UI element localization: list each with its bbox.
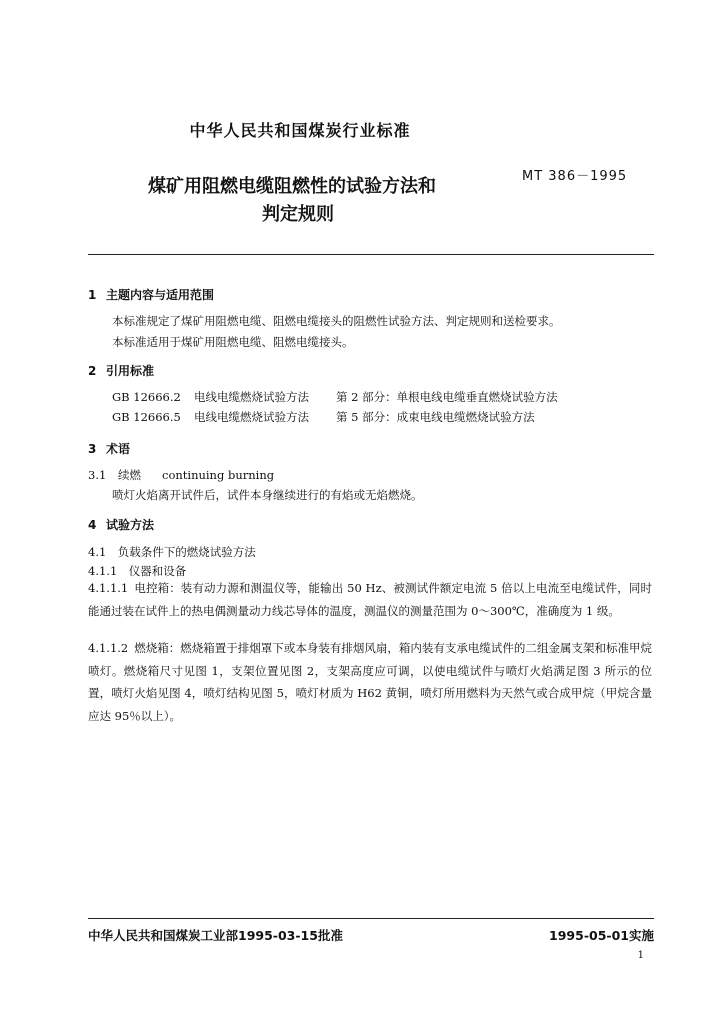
standard-title-line-2: 判定规则 [262,204,334,225]
section-title: 术语 [106,442,131,456]
subsection-4-1-1-heading: 4.1.1 仪器和设备 [88,564,187,578]
clause-text: 电控箱：装有动力源和测温仪等，能输出 50 Hz、被测试件额定电流 5 倍以上电流至电缆试件，同时能通过装在试件上的热电偶测量动力线芯导体的温度，测温仪的测量范围为 0～300℃，准确度为 1 级。 [88,581,652,618]
subsection-4-1-heading: 4.1 负载条件下的燃烧试验方法 [88,545,256,559]
reference-code: GB 12666.2 [112,390,181,404]
section-1-paragraph-2: 本标准适用于煤矿用阻燃电缆、阻燃电缆接头。 [112,335,354,349]
section-number: 4 [88,518,97,532]
section-1-heading [88,286,214,303]
reference-name: 电线电缆燃烧试验方法 [194,390,309,404]
term-english: continuing burning [162,468,275,482]
approval-statement: 中华人民共和国煤炭工业部1995-03-15批准 [88,928,343,943]
clause-4-1-1-2 [88,637,652,727]
clause-text: 燃烧箱：燃烧箱置于排烟罩下或本身装有排烟风扇，箱内装有支承电缆试件的二组金属支架和标准甲烷喷灯。燃烧箱尺寸见图 1，支架位置见图 2，支架高度应可调，以使电缆试件与喷灯火焰满足图 3 所示的位置，喷灯火焰见图 4，喷灯结构见图 5，喷灯材质为 H62 黄铜，喷灯所用燃料为天然气或合成甲烷（甲烷含量应达 95％以上）。 [88,641,652,723]
section-title: 主题内容与适用范围 [106,288,215,302]
section-3-heading [88,440,130,457]
reference-name: 电线电缆燃烧试验方法 [194,410,309,424]
clause-number: 4.1.1.1 [88,581,129,595]
section-number: 3 [88,442,97,456]
clause-4-1-1-1 [88,577,652,622]
term-3-1-definition: 喷灯火焰离开试件后，试件本身继续进行的有焰或无焰燃烧。 [112,488,423,502]
term-chinese: 续燃 [118,468,141,482]
clause-number: 4.1.1.2 [88,641,129,655]
reference-code: GB 12666.5 [112,410,181,424]
section-4-heading [88,516,154,533]
footer-divider [88,918,654,919]
section-2-heading [88,362,154,379]
header-divider [88,254,654,255]
section-1-paragraph-1: 本标准规定了煤矿用阻燃电缆、阻燃电缆接头的阻燃性试验方法、判定规则和送检要求。 [112,314,561,328]
term-3-1 [88,467,274,483]
issuing-organization: 中华人民共和国煤炭行业标准 [189,121,411,140]
term-number: 3.1 [88,468,107,482]
section-number: 1 [88,288,97,302]
section-number: 2 [88,364,97,378]
page-number: 1 [637,950,644,961]
standard-code: MT 386－1995 [522,169,628,184]
section-title: 试验方法 [106,518,155,532]
reference-item [112,389,558,405]
reference-item [112,409,535,425]
reference-part: 第 2 部分：单根电线电缆垂直燃烧试验方法 [336,390,558,404]
section-title: 引用标准 [106,364,155,378]
standard-title-line-1: 煤矿用阻燃电缆阻燃性的试验方法和 [148,176,436,197]
reference-part: 第 5 部分：成束电线电缆燃烧试验方法 [336,410,535,424]
effective-date: 1995-05-01实施 [549,928,654,943]
